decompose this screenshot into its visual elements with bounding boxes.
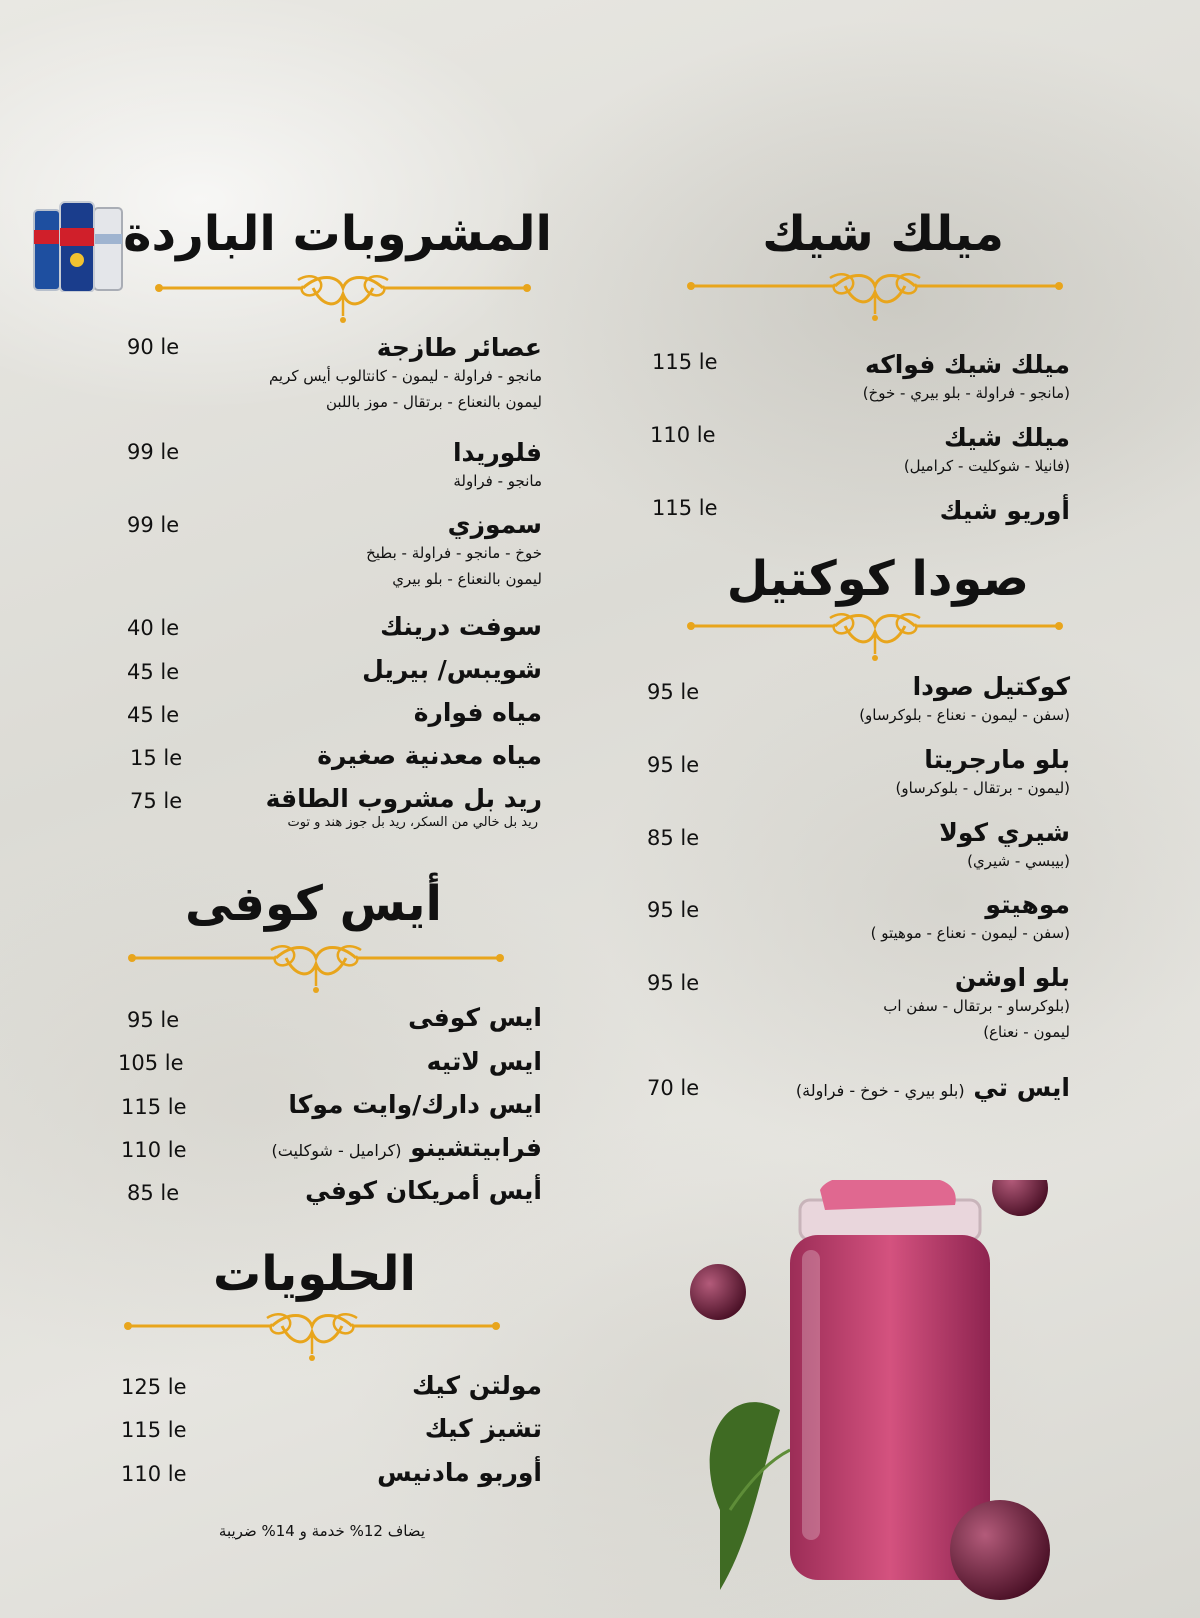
item-desc: ليمون - نعناع): [983, 1023, 1070, 1042]
item-name: بلو اوشن: [954, 963, 1070, 992]
menu-item: [904, 423, 1070, 479]
item-name: ميلك شيك فواكه: [865, 350, 1070, 379]
ice-coffee-divider: [124, 942, 508, 994]
menu-item: [317, 741, 542, 771]
item-price: 110 le: [650, 423, 716, 447]
item-name: موهيتو: [985, 890, 1070, 919]
item-price: 105 le: [118, 1051, 184, 1075]
item-desc: (سفن - ليمون - نعناع - موهيتو ): [870, 924, 1070, 942]
item-price: 45 le: [127, 660, 180, 684]
item-desc: خوخ - مانجو - فراولة - بطيخ: [366, 544, 542, 562]
menu-item: [366, 510, 542, 593]
soda-heading: صودا كوكتيل: [726, 551, 1029, 607]
item-price: 95 le: [127, 1008, 180, 1032]
menu-item: [412, 1371, 542, 1401]
item-desc: (بلوكرساو - برتقال - سفن اب: [883, 997, 1070, 1015]
item-name: ميلك شيك: [944, 423, 1070, 452]
menu-item: [453, 438, 542, 494]
menu-item: [408, 1003, 542, 1033]
item-desc: (بيبسي - شيري): [967, 852, 1070, 870]
menu-item: [425, 1414, 542, 1444]
menu-item: [796, 1073, 1070, 1103]
desserts-heading: الحلويات: [212, 1246, 416, 1302]
red-bull-cans-image: [30, 200, 130, 296]
item-price: 85 le: [647, 826, 700, 850]
menu-item: [895, 745, 1070, 801]
menu-item: [362, 655, 542, 685]
item-name: مياه فوارة: [413, 698, 542, 727]
item-desc: (سفن - ليمون - نعناع - بلوكرساو): [859, 706, 1070, 724]
item-price: 45 le: [127, 703, 180, 727]
menu-item: [427, 1047, 542, 1077]
item-price: 70 le: [647, 1076, 700, 1100]
item-price: 40 le: [127, 616, 180, 640]
milkshake-heading: ميلك شيك: [762, 206, 1004, 262]
item-price: 115 le: [652, 350, 718, 374]
item-price: 95 le: [647, 898, 700, 922]
desserts-divider: [120, 1310, 504, 1362]
menu-item: [377, 1458, 542, 1488]
item-desc: ليمون بالنعناع - برتقال - موز باللبن: [325, 393, 542, 412]
item-name: [272, 1133, 543, 1163]
item-name-text: ايس تي: [973, 1073, 1070, 1102]
item-price: 115 le: [121, 1095, 187, 1119]
berry-smoothie-jar-image: [690, 1180, 1090, 1604]
menu-item: [305, 1176, 542, 1206]
item-price: 75 le: [130, 789, 183, 813]
item-price: 125 le: [121, 1375, 187, 1399]
item-price: 15 le: [130, 746, 183, 770]
item-desc: (بلو بيري - خوخ - فراولة): [795, 1081, 965, 1100]
item-name: ايس لاتيه: [426, 1047, 542, 1076]
item-name: كوكتيل صودا: [912, 672, 1070, 701]
menu-item: [939, 818, 1070, 874]
menu-item: [863, 350, 1070, 406]
item-desc: ليمون بالنعناع - بلو بيري: [392, 570, 542, 589]
item-name: سوفت درينك: [380, 612, 542, 641]
item-name: فلوريدا: [452, 438, 542, 467]
item-name: تشيز كيك: [424, 1414, 542, 1443]
item-price: 95 le: [647, 971, 700, 995]
item-name: سموزي: [447, 510, 542, 539]
item-price: 90 le: [127, 335, 180, 359]
item-name: مولتن كيك: [412, 1371, 542, 1400]
item-price: 85 le: [127, 1181, 180, 1205]
menu-item: [269, 333, 542, 416]
item-desc: (مانجو - فراولة - بلو بيري - خوخ): [862, 384, 1070, 402]
item-price: 115 le: [121, 1418, 187, 1442]
item-price: 95 le: [647, 680, 700, 704]
item-price: 99 le: [127, 440, 180, 464]
cold-drinks-divider: [151, 272, 535, 324]
item-name: مياه معدنية صغيرة: [317, 741, 542, 770]
item-desc: (فانيلا - شوكليت - كراميل): [903, 457, 1070, 475]
item-name: بلو مارجريتا: [924, 745, 1070, 774]
item-name: أيس أمريكان كوفي: [305, 1176, 542, 1205]
milkshake-divider: [683, 270, 1067, 322]
item-price: 110 le: [121, 1462, 187, 1486]
menu-item: [859, 672, 1070, 728]
item-price: 95 le: [647, 753, 700, 777]
item-name: ريد بل مشروب الطاقة: [265, 784, 542, 813]
item-desc: (كراميل - شوكليت): [271, 1141, 402, 1160]
item-name: شيري كولا: [939, 818, 1070, 847]
menu-item: [940, 496, 1070, 526]
item-name: أوربو مادنيس: [377, 1458, 542, 1487]
menu-item: [288, 1090, 542, 1120]
soda-divider: [683, 610, 1067, 662]
item-price: 115 le: [652, 496, 718, 520]
item-desc: مانجو - فراولة - ليمون - كانتالوب أيس كريم: [268, 367, 542, 385]
item-desc: مانجو - فراولة: [453, 472, 542, 490]
item-name: ايس كوفى: [408, 1003, 542, 1032]
item-name-text: فرابيتشينو: [410, 1133, 542, 1162]
item-name: [796, 1073, 1070, 1103]
menu-item: [414, 698, 542, 728]
menu-item: [883, 963, 1070, 1046]
item-name: أوريو شيك: [939, 496, 1070, 525]
item-price: 110 le: [121, 1138, 187, 1162]
tax-note: يضاف 12% خدمة و 14% ضريبة: [218, 1522, 425, 1540]
item-name: عصائر طازجة: [376, 333, 542, 362]
menu-item: [380, 612, 542, 642]
ice-coffee-heading: أيس كوفى: [184, 876, 442, 932]
cold-drinks-heading: المشروبات الباردة: [123, 206, 552, 262]
item-name: ايس دارك/وايت موكا: [288, 1090, 542, 1119]
menu-item: [272, 1133, 543, 1163]
item-name: شويبس/ بيريل: [362, 655, 542, 684]
menu-item: [266, 784, 542, 832]
item-desc: (ليمون - برتقال - بلوكرساو): [895, 779, 1070, 797]
item-price: 99 le: [127, 513, 180, 537]
menu-item: [871, 890, 1070, 946]
item-desc: ريد بل خالي من السكر، ريد بل جوز هند و توت: [287, 815, 538, 830]
